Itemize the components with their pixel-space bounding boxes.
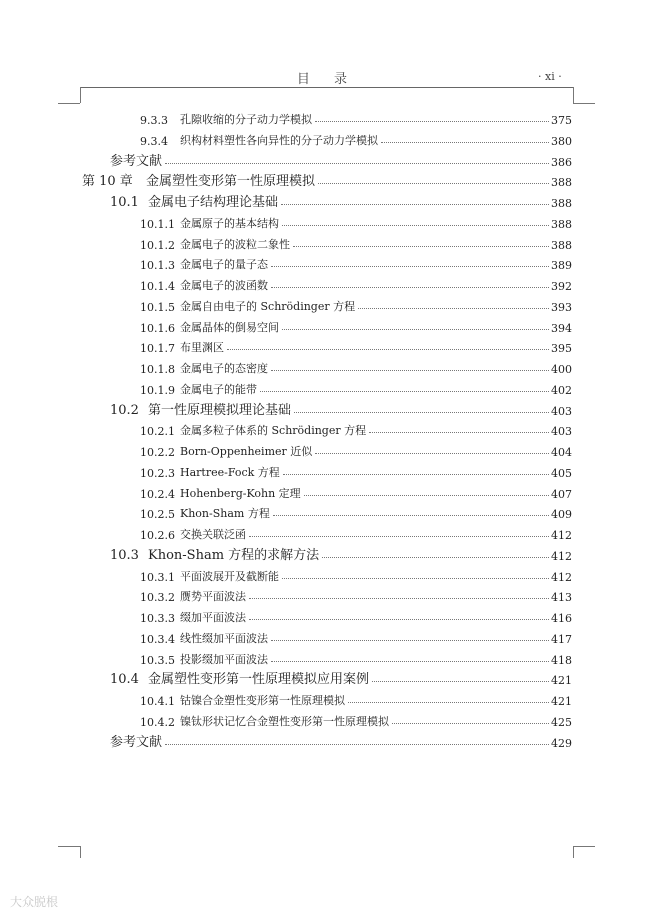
toc-entry-title: 金属电子的波函数 (180, 279, 268, 292)
toc-entry-number: 10.2.1 (140, 425, 175, 439)
toc-entry (140, 377, 572, 397)
toc-entry-number: 10.3.4 (140, 632, 175, 646)
toc-entry-title: 第一性原理模拟理论基础 (148, 402, 292, 418)
toc-entry-number: 10.2.2 (140, 446, 175, 459)
toc-entry-page: 412 (551, 529, 572, 542)
crop-mark-bottom-left (80, 846, 81, 858)
toc-entry (110, 667, 572, 687)
toc-entry-title: Khon-Sham 方程 (180, 507, 270, 521)
dot-leader (322, 557, 549, 558)
toc-entry-title: 缀加平面波法 (180, 611, 246, 624)
toc-entry (140, 252, 572, 272)
toc-entry-title: 金属晶体的倒易空间 (180, 320, 279, 334)
toc-entry (140, 315, 572, 335)
toc-entry-number: 10.1.9 (140, 383, 175, 397)
toc-entry-page: 394 (551, 321, 572, 335)
toc-entry-title: 钴镍合金塑性变形第一性原理模拟 (180, 694, 345, 707)
toc-entry-number: 10.1.1 (140, 217, 175, 231)
toc-entry-number: 10.2.3 (140, 466, 175, 480)
toc-entry-title: 线性缀加平面波法 (180, 631, 268, 645)
toc-entry-number: 10.3.1 (140, 570, 175, 584)
toc-entry-title: 金属塑性变形第一性原理模拟 (146, 174, 316, 190)
toc-entry (140, 522, 572, 542)
dot-leader (165, 163, 549, 164)
toc-entry (110, 190, 572, 210)
dot-leader (315, 121, 549, 122)
toc-entry-page: 393 (551, 300, 572, 314)
dot-leader (282, 225, 549, 226)
toc-entry (140, 356, 572, 376)
toc-entry-number: 10.4.2 (140, 715, 175, 729)
dot-leader (304, 495, 549, 496)
toc-entry-number: 10.3.3 (140, 612, 175, 625)
toc-entry-page: 413 (551, 591, 572, 605)
toc-entry-page: 386 (551, 155, 572, 169)
dot-leader (271, 370, 549, 371)
toc-entry-page: 412 (551, 549, 572, 563)
toc-entry-page: 388 (551, 217, 572, 231)
crop-mark-bottom-right (573, 846, 595, 847)
dot-leader (249, 536, 549, 537)
toc-entry-page: 404 (551, 446, 572, 459)
toc-entry-title: 金属电子的波粒二象性 (180, 237, 290, 251)
toc-entry (140, 564, 572, 584)
toc-entry-page: 392 (551, 280, 572, 293)
toc-entry-title: 金属塑性变形第一性原理模拟应用案例 (148, 672, 370, 688)
dot-leader (273, 515, 549, 516)
toc-entry-title: Khon-Sham 方程的求解方法 (148, 547, 320, 563)
toc-entry-page: 403 (551, 404, 572, 418)
toc-entry-number: 10.1.2 (140, 238, 175, 252)
dot-leader (372, 681, 549, 682)
toc-entry (140, 418, 572, 438)
watermark-text: 大众脱根 (10, 895, 59, 909)
crop-mark-top-left (58, 103, 80, 104)
dot-leader (318, 183, 549, 184)
dot-leader (358, 308, 549, 309)
toc-entry-number: 10.1.8 (140, 363, 175, 376)
toc-entry-page: 417 (551, 632, 572, 646)
toc-entry (110, 730, 572, 750)
toc-entry (140, 481, 572, 501)
dot-leader (165, 744, 549, 745)
toc-entry-number: 9.3.4 (140, 134, 168, 148)
toc-entry-title: 赝势平面波法 (180, 590, 246, 604)
toc-entry-title: 平面波展开及截断能 (180, 569, 279, 583)
dot-leader (282, 329, 549, 330)
toc-entry-number: 10.1.4 (140, 280, 175, 293)
toc-entry-page: 405 (551, 466, 572, 480)
toc-entry-title: Hartree-Fock 方程 (180, 465, 280, 479)
dot-leader (392, 723, 549, 724)
header-title: 目 录 (296, 72, 358, 87)
dot-leader (381, 142, 549, 143)
toc-entry-page: 388 (551, 176, 572, 190)
crop-mark-top-right (573, 87, 574, 103)
toc-entry (140, 460, 572, 480)
toc-entry-number: 10.1.5 (140, 300, 175, 314)
toc-entry-number: 10.1.7 (140, 342, 175, 356)
toc-entry-title: 织构材料塑性各向异性的分子动力学模拟 (180, 133, 378, 147)
toc-entry-number: 10.4.1 (140, 695, 175, 708)
toc-entry-number: 10.3.2 (140, 591, 175, 605)
dot-leader (249, 598, 549, 599)
toc-entry (140, 501, 572, 521)
dot-leader (271, 287, 549, 288)
toc-entry-number: 10.2.5 (140, 508, 175, 522)
toc-entry (140, 709, 572, 729)
toc-entry-title: 金属自由电子的 Schrödinger 方程 (180, 299, 356, 313)
toc-entry (140, 294, 572, 314)
toc-entry-title: 金属原子的基本结构 (180, 216, 279, 230)
toc-entry (110, 543, 572, 563)
toc-entry (140, 128, 572, 148)
toc-entry-number: 9.3.3 (140, 114, 168, 127)
toc-entry-title: 金属电子的态密度 (180, 362, 268, 375)
toc-entry-page: 418 (551, 653, 572, 667)
toc-entry (140, 273, 572, 293)
toc-entry-page: 402 (551, 383, 572, 397)
dot-leader (315, 453, 549, 454)
toc-entry-number: 10.4 (110, 672, 139, 688)
dot-leader (271, 266, 549, 267)
toc-entry-number: 10.2.6 (140, 529, 175, 542)
toc-entry-title: 投影缀加平面波法 (180, 652, 268, 666)
toc-entry-page: 416 (551, 612, 572, 625)
dot-leader (293, 246, 549, 247)
toc-entry-number: 10.2.4 (140, 487, 175, 501)
toc-entry-number: 10.1.6 (140, 321, 175, 335)
toc-entry-page: 421 (551, 695, 572, 708)
toc-entry-page: 429 (551, 736, 572, 750)
toc-entry-title: 参考文献 (110, 734, 163, 750)
toc-entry-page: 421 (551, 674, 572, 688)
crop-mark-top-left (80, 87, 81, 103)
toc-entry-page: 388 (551, 197, 572, 210)
toc-entry-page: 400 (551, 363, 572, 376)
dot-leader (227, 349, 549, 350)
toc-entry-page: 403 (551, 425, 572, 439)
toc-entry (140, 605, 572, 625)
toc-entry (140, 107, 572, 127)
dot-leader (369, 432, 549, 433)
toc-entry (140, 335, 572, 355)
toc-entry-title: 交换关联泛函 (180, 528, 246, 541)
toc-entry-title: 金属电子结构理论基础 (148, 195, 279, 210)
toc-entry-title: Born-Oppenheimer 近似 (180, 445, 313, 458)
toc-entry-page: 388 (551, 238, 572, 252)
toc-entry (140, 626, 572, 646)
toc-entry (140, 688, 572, 708)
toc-entry (82, 169, 572, 189)
toc-entry-page: 375 (551, 114, 572, 127)
toc-entry-number: 10.1 (110, 195, 139, 210)
toc-entry (110, 149, 572, 169)
dot-leader (271, 640, 549, 641)
toc-entry-number: 10.1.3 (140, 259, 175, 273)
toc-entry-page: 389 (551, 259, 572, 273)
crop-mark-bottom-left (58, 846, 80, 847)
toc-entry (140, 439, 572, 459)
toc-entry-page: 380 (551, 134, 572, 148)
header-page-number: · xi · (538, 70, 562, 83)
toc-entry (110, 398, 572, 418)
toc-entry-title: 参考文献 (110, 153, 163, 169)
toc-entry-number: 第 10 章 (82, 174, 133, 190)
dot-leader (260, 391, 549, 392)
toc-entry-title: 金属电子的能带 (180, 382, 257, 396)
toc-entry (140, 232, 572, 252)
toc-entry-number: 10.3 (110, 547, 139, 563)
toc-entry-number: 10.2 (110, 402, 139, 418)
crop-mark-bottom-right (573, 846, 574, 858)
header-rule (80, 87, 574, 88)
toc-entry (140, 584, 572, 604)
toc-entry-title: Hohenberg-Kohn 定理 (180, 486, 301, 500)
dot-leader (283, 474, 549, 475)
toc-entry-title: 孔隙收缩的分子动力学模拟 (180, 113, 312, 126)
toc-entry-number: 10.3.5 (140, 653, 175, 667)
dot-leader (348, 702, 549, 703)
toc-entry-title: 镍钛形状记忆合金塑性变形第一性原理模拟 (180, 714, 389, 728)
crop-mark-top-right (573, 103, 595, 104)
toc-entry-page: 409 (551, 508, 572, 522)
toc-entry-page: 407 (551, 487, 572, 501)
dot-leader (294, 412, 549, 413)
toc-entry-page: 425 (551, 715, 572, 729)
toc-entry-page: 395 (551, 342, 572, 356)
dot-leader (271, 661, 549, 662)
dot-leader (282, 578, 549, 579)
dot-leader (281, 204, 549, 205)
toc-entry (140, 647, 572, 667)
toc-entry-title: 布里渊区 (180, 341, 224, 355)
dot-leader (249, 619, 549, 620)
toc-entry-title: 金属电子的量子态 (180, 258, 268, 272)
toc-entry-title: 金属多粒子体系的 Schrödinger 方程 (180, 424, 367, 438)
toc-entry-page: 412 (551, 570, 572, 584)
toc-entry (140, 211, 572, 231)
